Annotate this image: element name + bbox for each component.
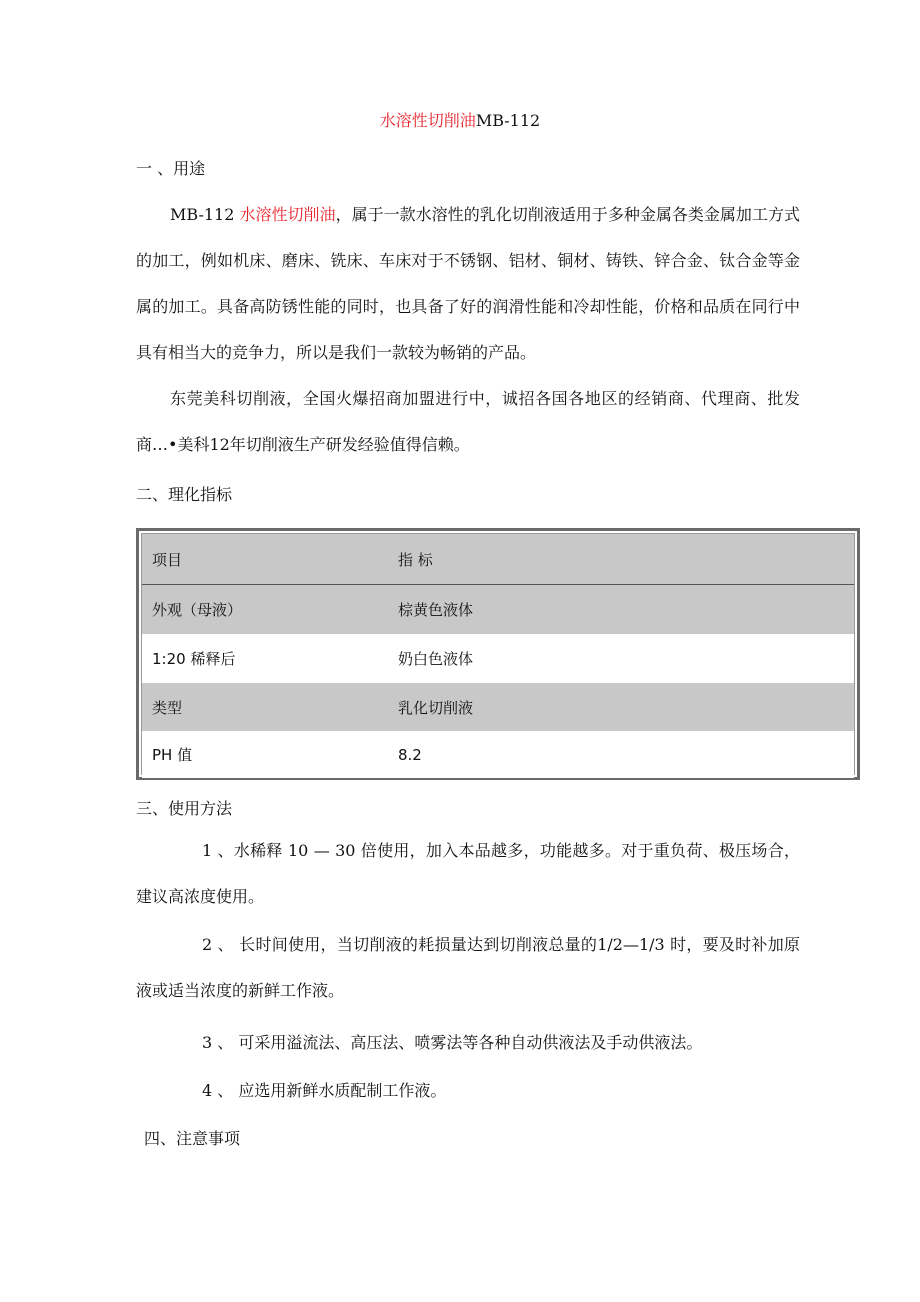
row-label: 1:20 稀释后: [152, 650, 236, 668]
row-value: 奶白色液体: [398, 650, 474, 668]
row-value: 棕黄色液体: [398, 601, 474, 619]
section-heading-notes: 四、注意事项: [144, 1129, 241, 1148]
section-heading-usage-method: 三、使用方法: [136, 799, 233, 818]
section-heading-usage: 一 、用途: [136, 159, 206, 178]
usage-model: MB-112: [170, 205, 240, 224]
row-value: 乳化切削液: [398, 698, 474, 717]
table-row: [142, 585, 854, 634]
section-heading-specs: 二、理化指标: [136, 485, 233, 504]
row-label: 外观（母液）: [152, 601, 243, 619]
header-item: 项目: [152, 550, 183, 569]
usage-text: ，属于一款水溶性的乳化切削液适用于多种金属各类金属加工方式的加工，例如机床、磨床、铣床、车床对于不锈钢、铝材、铜材、铸铁、锌合金、钛合金等金属的加工。具备高防锈性能的同时，也具备了好的润滑性能和冷却性能，价格和品质在同行中具有相当大的竞争力，所以是我们一款较为畅销的产品。: [136, 205, 800, 362]
title-product-name: 水溶性切削油: [379, 111, 476, 130]
table-row: [142, 731, 854, 778]
page-title: [0, 108, 920, 131]
row-label: PH 值: [152, 746, 193, 764]
row-label: 类型: [152, 698, 183, 717]
usage-paragraph: [136, 192, 800, 376]
title-model: MB-112: [475, 111, 541, 130]
usage-step-3: 3 、 可采用溢流法、高压法、喷雾法等各种自动供液法及手动供液法。: [202, 1033, 703, 1052]
specs-table: [136, 528, 860, 780]
usage-step-4: 4 、 应选用新鲜水质配制工作液。: [202, 1081, 447, 1100]
table-row: [142, 683, 854, 731]
table-header-row: [142, 534, 854, 584]
header-value: 指 标: [398, 550, 433, 569]
company-paragraph: 东莞美科切削液，全国火爆招商加盟进行中，诚招各国各地区的经销商、代理商、批发商…•美科12年切削液生产研发经验值得信赖。: [136, 389, 800, 454]
usage-step-2: 2 、 长时间使用，当切削液的耗损量达到切削液总量的1/2—1/3 时，要及时补加原液或适当浓度的新鲜工作液。: [136, 935, 800, 1000]
table-row: [142, 634, 854, 683]
usage-step-1: 1 、水稀释 10 — 30 倍使用，加入本品越多，功能越多。对于重负荷、极压场合，建议高浓度使用。: [136, 841, 800, 906]
usage-product-name: 水溶性切削油: [239, 205, 336, 224]
row-value: 8.2: [398, 745, 422, 764]
